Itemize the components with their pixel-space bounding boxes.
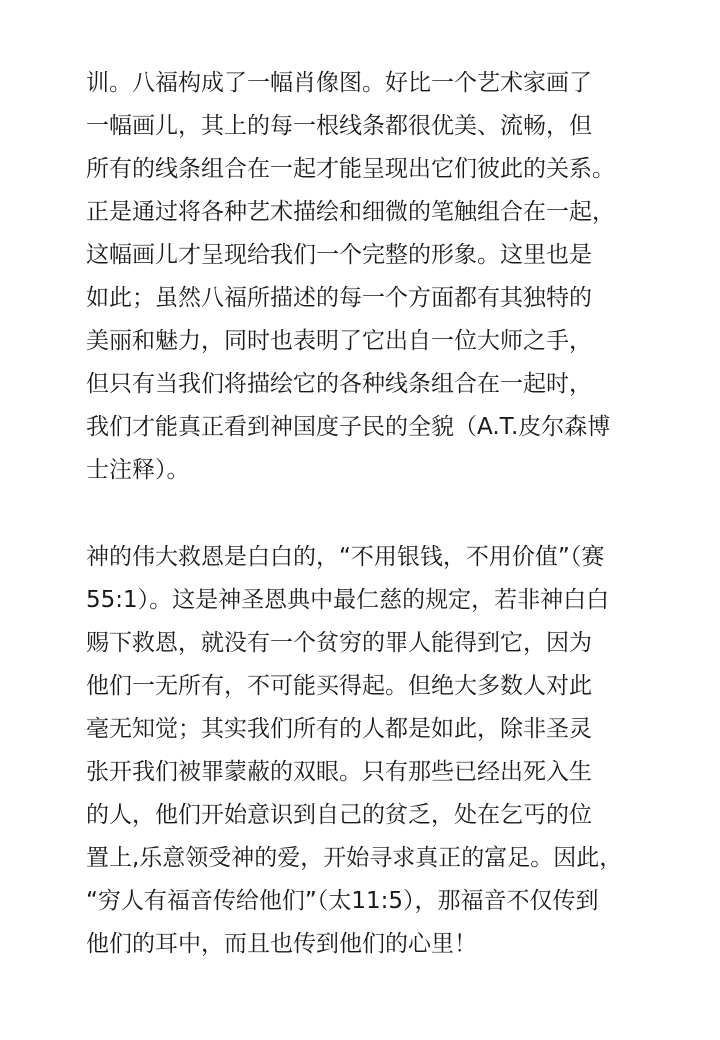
text-line: 置上,乐意领受神的爱，开始寻求真正的富足。因此， bbox=[86, 845, 623, 871]
text-line: 正是通过将各种艺术描绘和细微的笔触组合在一起， bbox=[86, 199, 615, 225]
text-line: 张开我们被罪蒙蔽的双眼。只有那些已经出死入生 bbox=[86, 759, 592, 785]
paragraph-1 bbox=[86, 62, 706, 492]
text-line: 一幅画儿，其上的每一根线条都很优美、流畅，但 bbox=[86, 113, 592, 139]
text-line: 如此；虽然八福所描述的每一个方面都有其独特的 bbox=[86, 285, 592, 311]
text-line: 美丽和魅力，同时也表明了它出自一位大师之手， bbox=[86, 328, 592, 354]
text-line: 训。八福构成了一幅肖像图。好比一个艺术家画了 bbox=[86, 70, 592, 96]
text-line: 但只有当我们将描绘它的各种线条组合在一起时， bbox=[86, 371, 592, 397]
text-line: 毫无知觉；其实我们所有的人都是如此，除非圣灵 bbox=[86, 716, 592, 742]
text-line: 他们一无所有，不可能买得起。但绝大多数人对此 bbox=[86, 673, 592, 699]
paragraph-2 bbox=[86, 536, 706, 966]
text-line: 我们才能真正看到神国度子民的全貌（A.T.皮尔森博 bbox=[86, 414, 611, 440]
text-line: 赐下救恩，就没有一个贫穷的罪人能得到它，因为 bbox=[86, 630, 592, 656]
text-line: 士注释）。 bbox=[86, 457, 190, 483]
text-line: 的人，他们开始意识到自己的贫乏，处在乞丐的位 bbox=[86, 802, 592, 828]
text-line: 神的伟大救恩是白白的，“不用银钱，不用价值”（赛 bbox=[86, 544, 605, 570]
text-line: “穷人有福音传给他们”（太11:5），那福音不仅传到 bbox=[86, 888, 599, 914]
text-line: 55:1）。这是神圣恩典中最仁慈的规定，若非神白白 bbox=[86, 587, 610, 613]
text-line: 这幅画儿才呈现给我们一个完整的形象。这里也是 bbox=[86, 242, 592, 268]
text-line: 所有的线条组合在一起才能呈现出它们彼此的关系。 bbox=[86, 156, 615, 182]
text-line: 他们的耳中，而且也传到他们的心里！ bbox=[86, 931, 477, 957]
